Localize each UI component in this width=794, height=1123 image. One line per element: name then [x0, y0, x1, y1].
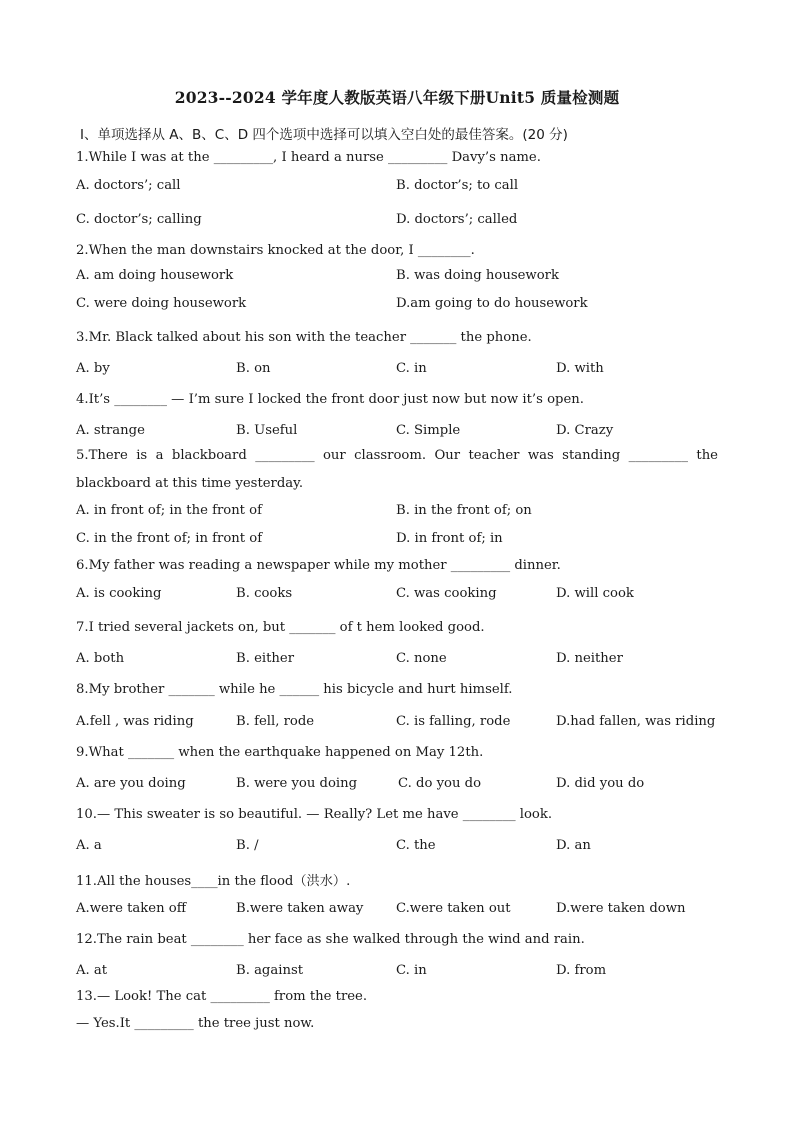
q4-option-c: C. Simple	[396, 423, 461, 438]
q9-option-b: B. were you doing	[236, 776, 358, 791]
q6-option-a: A. is cooking	[76, 586, 162, 601]
q6-option-c: C. was cooking	[396, 586, 497, 601]
q7-option-c: C. none	[396, 651, 447, 666]
question-4-stem: 4.It’s ________ — I’m sure I locked the front door just now but now it’s open.	[76, 392, 584, 407]
question-13-stem-line2: — Yes.It _________ the tree just now.	[76, 1016, 315, 1031]
q4-option-a: A. strange	[76, 423, 145, 438]
q9-option-a: A. are you doing	[76, 776, 186, 791]
q2-option-a: A. am doing housework	[76, 268, 234, 283]
q5-option-b: B. in the front of; on	[396, 503, 532, 518]
q3-option-a: A. by	[76, 361, 110, 376]
q8-option-b: B. fell, rode	[236, 714, 315, 729]
q4-option-b: B. Useful	[236, 423, 298, 438]
q7-option-d: D. neither	[556, 651, 623, 666]
section-heading: Ⅰ、单项选择从 A、B、C、D 四个选项中选择可以填入空白处的最佳答案。(20 分)	[80, 127, 568, 143]
q12-option-c: C. in	[396, 963, 427, 978]
q11-option-b: B.were taken away	[236, 901, 364, 916]
question-11-stem: 11.All the houses____in the flood（洪水）.	[76, 874, 351, 889]
page-title: 2023--2024 学年度人教版英语八年级下册Unit5 质量检测题	[174, 88, 620, 107]
q1-option-d: D. doctors’; called	[396, 212, 518, 227]
q12-option-a: A. at	[76, 963, 108, 978]
q1-option-c: C. doctor’s; calling	[76, 212, 202, 227]
question-6-stem: 6.My father was reading a newspaper while my mother _________ dinner.	[76, 558, 561, 573]
q5-option-d: D. in front of; in	[396, 531, 503, 546]
q12-option-d: D. from	[556, 963, 607, 978]
q8-option-d: D.had fallen, was riding	[556, 714, 716, 729]
question-5-stem-line2: blackboard at this time yesterday.	[76, 476, 304, 491]
q2-option-c: C. were doing housework	[76, 296, 247, 311]
q12-option-b: B. against	[236, 963, 304, 978]
q10-option-b: B. /	[236, 838, 259, 853]
question-7-stem: 7.I tried several jackets on, but _______ of t hem looked good.	[76, 620, 485, 635]
q3-option-b: B. on	[236, 361, 271, 376]
q11-option-a: A.were taken off	[76, 901, 187, 916]
question-9-stem: 9.What _______ when the earthquake happened on May 12th.	[76, 745, 484, 760]
q2-option-d: D.am going to do housework	[396, 296, 588, 311]
q7-option-a: A. both	[76, 651, 125, 666]
question-13-stem-line1: 13.— Look! The cat _________ from the tree.	[76, 989, 368, 1004]
question-12-stem: 12.The rain beat ________ her face as she walked through the wind and rain.	[76, 932, 585, 947]
question-3-stem: 3.Mr. Black talked about his son with the teacher _______ the phone.	[76, 330, 532, 345]
q2-option-b: B. was doing housework	[396, 268, 559, 283]
q10-option-d: D. an	[556, 838, 591, 853]
q8-option-a: A.fell , was riding	[76, 714, 194, 729]
q11-option-d: D.were taken down	[556, 901, 686, 916]
question-1-stem: 1.While I was at the _________, I heard a nurse _________ Davy’s name.	[76, 150, 541, 165]
q3-option-d: D. with	[556, 361, 604, 376]
q6-option-d: D. will cook	[556, 586, 634, 601]
question-8-stem: 8.My brother _______ while he ______ his bicycle and hurt himself.	[76, 682, 513, 697]
question-2-stem: 2.When the man downstairs knocked at the door, I ________.	[76, 243, 475, 258]
q5-option-a: A. in front of; in the front of	[76, 503, 262, 518]
q11-option-c: C.were taken out	[396, 901, 511, 916]
question-5-stem-line1: 5.There is a blackboard _________ our classroom. Our teacher was standing _________ the	[76, 448, 718, 463]
q6-option-b: B. cooks	[236, 586, 293, 601]
q7-option-b: B. either	[236, 651, 294, 666]
q9-option-d: D. did you do	[556, 776, 645, 791]
q10-option-a: A. a	[76, 838, 102, 853]
q8-option-c: C. is falling, rode	[396, 714, 511, 729]
q4-option-d: D. Crazy	[556, 423, 614, 438]
q3-option-c: C. in	[396, 361, 427, 376]
q5-option-c: C. in the front of; in front of	[76, 531, 263, 546]
question-10-stem: 10.— This sweater is so beautiful. — Really? Let me have ________ look.	[76, 807, 553, 822]
q1-option-a: A. doctors’; call	[76, 178, 181, 193]
q9-option-c: C. do you do	[398, 776, 482, 791]
q10-option-c: C. the	[396, 838, 436, 853]
q1-option-b: B. doctor’s; to call	[396, 178, 519, 193]
